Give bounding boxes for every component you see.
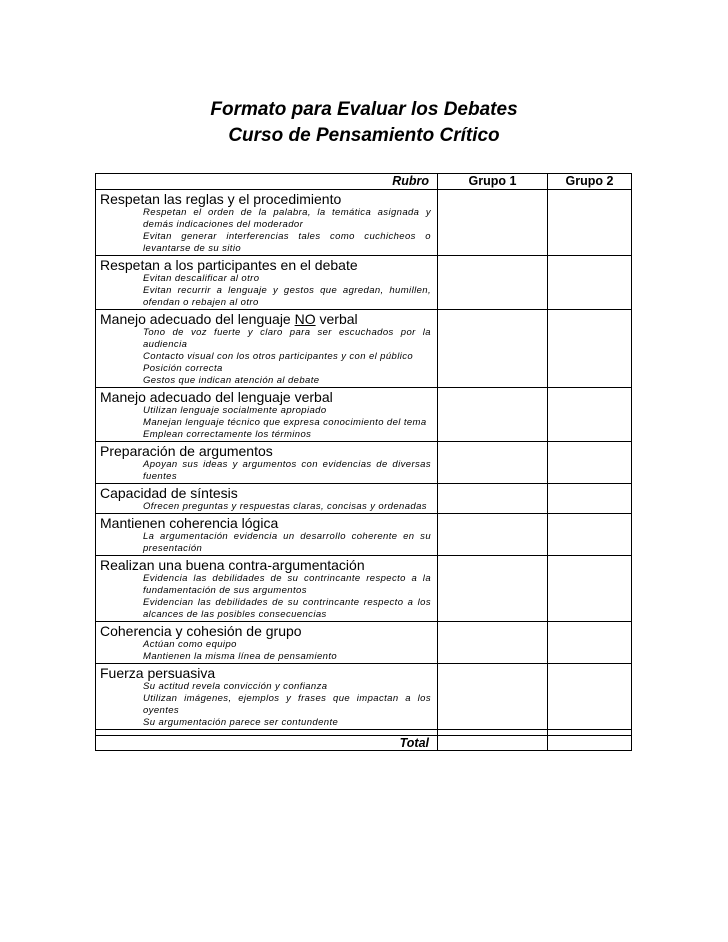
score-cell-grupo-1[interactable] [438, 256, 548, 310]
criterion-indicator: Ofrecen preguntas y respuestas claras, concisas y ordenadas [143, 501, 427, 512]
criterion-indicator: Utilizan imágenes, ejemplos y frases que impactan a los oyentes [143, 693, 431, 716]
criterion-row [96, 622, 632, 664]
score-cell-grupo-1[interactable] [438, 664, 548, 730]
total-row [96, 736, 632, 751]
criterion-cell [96, 442, 438, 484]
document-title: Formato para Evaluar los Debates [210, 99, 518, 120]
score-cell-grupo-2[interactable] [548, 514, 632, 556]
total-cell-grupo-2[interactable] [548, 736, 632, 751]
criterion-title [96, 310, 437, 327]
score-cell-grupo-1[interactable] [438, 484, 548, 514]
score-cell-grupo-2[interactable] [548, 484, 632, 514]
header-grupo-2: Grupo 2 [548, 174, 632, 190]
criterion-indicator: Evitan generar interferencias tales como cuchicheos o levantarse de su sitio [143, 231, 431, 254]
score-cell-grupo-1[interactable] [438, 514, 548, 556]
criterion-indicator: Gestos que indican atención al debate [143, 375, 320, 386]
criterion-title [96, 388, 437, 405]
criterion-title [96, 664, 437, 681]
criterion-row [96, 556, 632, 622]
document-subtitle: Curso de Pensamiento Crítico [228, 125, 500, 146]
criterion-title-text: Manejo adecuado del lenguaje verbal [100, 389, 333, 405]
criterion-indicator: Emplean correctamente los términos [143, 429, 312, 440]
criterion-title-text: Mantienen coherencia lógica [100, 515, 279, 531]
score-cell-grupo-1[interactable] [438, 442, 548, 484]
header-row [96, 174, 632, 190]
criterion-title-text: Capacidad de síntesis [100, 485, 238, 501]
criterion-title [96, 256, 437, 273]
score-cell-grupo-2[interactable] [548, 442, 632, 484]
criterion-indicator: Actúan como equipo [143, 639, 237, 650]
criterion-indicator: Evitan recurrir a lenguaje y gestos que agredan, humillen, ofendan o rebajen al otro [143, 285, 431, 308]
score-cell-grupo-2[interactable] [548, 622, 632, 664]
score-cell-grupo-2[interactable] [548, 310, 632, 388]
score-cell-grupo-1[interactable] [438, 310, 548, 388]
criterion-title-text: Realizan una buena contra-argumentación [100, 557, 365, 573]
score-cell-grupo-1[interactable] [438, 190, 548, 256]
score-cell-grupo-2[interactable] [548, 256, 632, 310]
criterion-indicator: Su argumentación parece ser contundente [143, 717, 339, 728]
criterion-indicator: Mantienen la misma línea de pensamiento [143, 651, 338, 662]
criterion-indicator: Tono de voz fuerte y claro para ser escuchados por la audiencia [143, 327, 431, 350]
criterion-title [96, 514, 437, 531]
criterion-indicator: Manejan lenguaje técnico que expresa conocimiento del tema [143, 417, 427, 428]
criterion-title [96, 190, 437, 207]
score-cell-grupo-2[interactable] [548, 556, 632, 622]
criterion-title [96, 622, 437, 639]
criterion-row [96, 442, 632, 484]
criterion-indicator: Posición correcta [143, 363, 223, 374]
total-label: Total [96, 736, 438, 751]
criterion-cell [96, 664, 438, 730]
criterion-indicator: Evidencia las debilidades de su contrincante respecto a la fundamentación de sus argumentos [143, 573, 431, 596]
total-cell-grupo-1[interactable] [438, 736, 548, 751]
criterion-row [96, 484, 632, 514]
criterion-title [96, 442, 437, 459]
criterion-cell [96, 310, 438, 388]
criterion-cell [96, 388, 438, 442]
criterion-cell [96, 622, 438, 664]
criterion-title [96, 484, 437, 501]
header-grupo-1: Grupo 1 [438, 174, 548, 190]
score-cell-grupo-2[interactable] [548, 388, 632, 442]
criterion-title-text-end: verbal [315, 311, 358, 327]
criterion-cell [96, 190, 438, 256]
criterion-indicator: Apoyan sus ideas y argumentos con evidencias de diversas fuentes [143, 459, 431, 482]
criterion-indicator: Su actitud revela convicción y confianza [143, 681, 328, 692]
criterion-cell [96, 556, 438, 622]
criterion-title-underlined: NO [294, 311, 316, 327]
criterion-indicator: Respetan el orden de la palabra, la temática asignada y demás indicaciones del moderador [143, 207, 431, 230]
criterion-title-text: Respetan a los participantes en el debate [100, 257, 358, 273]
criterion-row [96, 388, 632, 442]
criterion-title-text: Coherencia y cohesión de grupo [100, 623, 302, 639]
score-cell-grupo-1[interactable] [438, 622, 548, 664]
criterion-row [96, 664, 632, 730]
criterion-cell [96, 256, 438, 310]
criterion-cell [96, 484, 438, 514]
criterion-cell [96, 514, 438, 556]
score-cell-grupo-2[interactable] [548, 664, 632, 730]
score-cell-grupo-1[interactable] [438, 556, 548, 622]
header-rubro: Rubro [96, 174, 438, 190]
criterion-indicator: La argumentación evidencia un desarrollo coherente en su presentación [143, 531, 431, 554]
criterion-row [96, 310, 632, 388]
criterion-indicator: Evitan descalificar al otro [143, 273, 260, 284]
criterion-title-text: Respetan las reglas y el procedimiento [100, 191, 342, 207]
criterion-row [96, 256, 632, 310]
criterion-title-text: Manejo adecuado del lenguaje [100, 311, 295, 327]
criterion-row [96, 514, 632, 556]
evaluation-table [95, 173, 632, 751]
criterion-title-text: Preparación de argumentos [100, 443, 273, 459]
criterion-indicator: Evidencian las debilidades de su contrincante respecto a los alcances de las posibles consecuencias [143, 597, 431, 620]
score-cell-grupo-2[interactable] [548, 190, 632, 256]
criterion-indicator: Utilizan lenguaje socialmente apropiado [143, 405, 327, 416]
score-cell-grupo-1[interactable] [438, 388, 548, 442]
criterion-title [96, 556, 437, 573]
criterion-row [96, 190, 632, 256]
criterion-indicator: Contacto visual con los otros participantes y con el público [143, 351, 414, 362]
criterion-title-text: Fuerza persuasiva [100, 665, 216, 681]
